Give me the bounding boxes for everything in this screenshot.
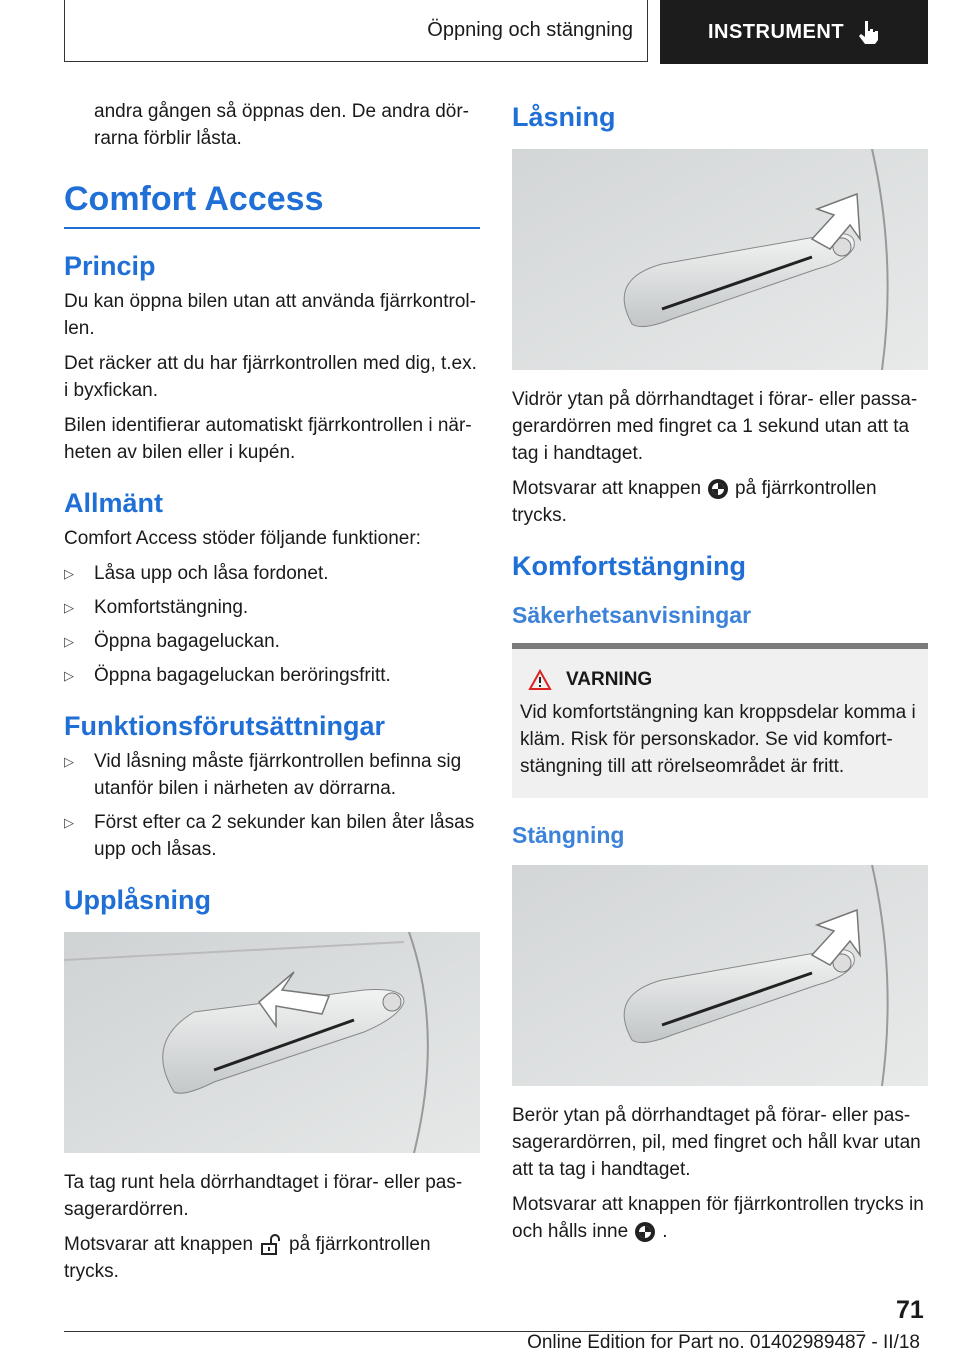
stangning-text-2: Motsvarar att knappen för fjärrkontrollen trycks in och hålls inne . [512, 1194, 924, 1242]
footer-edition: Online Edition for Part no. 01402989487 - II/18 [527, 1332, 920, 1353]
chapter-tab[interactable] [660, 0, 928, 64]
section-heading-comfort-access: Comfort Access [64, 180, 480, 229]
list-item: ▷ Först efter ca 2 sekunder kan bilen åter låsas upp och låsas. [64, 809, 480, 863]
bmw-logo-icon [707, 478, 729, 500]
lasning-text-1: Vidrör ytan på dörrhandtaget i förar- eller passa-gerardörren med fingret ca 1 sekund utan att ta tag i handtaget. [512, 389, 918, 464]
bullet-triangle-icon: ▷ [64, 668, 74, 683]
bullet-triangle-icon: ▷ [64, 634, 74, 649]
warning-text: Vid komfortstängning kan kroppsdelar komma i kläm. Risk för personskador. Se vid komfort-stängning till att rörelseområdet är fritt. [520, 702, 916, 777]
heading-stangning: Stängning [512, 822, 625, 848]
upplasning-text-1: Ta tag runt hela dörrhandtaget i förar- eller pas-sagerardörren. [64, 1172, 463, 1220]
lasning-text-2: Motsvarar att knappen på fjärrkontrollen trycks. [512, 478, 877, 526]
door-handle-close-image [512, 865, 928, 1086]
princip-text-2: Det räcker att du har fjärrkontrollen med dig, t.ex. i byxfickan. [64, 353, 477, 401]
section-title: Öppning och stängning [64, 0, 648, 62]
bullet-triangle-icon: ▷ [64, 815, 74, 830]
heading-komfortstangning: Komfortstängning [512, 551, 746, 581]
princip-text-3: Bilen identifierar automatiskt fjärrkontrollen i när-heten av bilen eller i kupén. [64, 415, 472, 463]
requirements-list [64, 748, 480, 863]
stangning-text-1: Berör ytan på dörrhandtaget på förar- eller pas-sagerardörren, pil, med fingret och håll kvar utan att ta tag i handtaget. [512, 1105, 921, 1180]
heading-sakerhetsanvisningar: Säkerhetsanvisningar [512, 602, 752, 628]
allmant-text: Comfort Access stöder följande funktioner: [64, 528, 421, 549]
unlock-icon [259, 1234, 283, 1256]
chapter-tab-label: INSTRUMENT [707, 20, 845, 43]
list-item: ▷ Öppna bagageluckan. [64, 628, 480, 655]
warning-title: VARNING [520, 669, 920, 691]
list-item: ▷ Vid låsning måste fjärrkontrollen befinna sig utanför bilen i närheten av dörrarna. [64, 748, 480, 802]
heading-princip: Princip [64, 251, 156, 281]
warning-box [512, 643, 928, 798]
bullet-triangle-icon: ▷ [64, 754, 74, 769]
heading-funktionsforutsattningar: Funktionsförutsättningar [64, 711, 385, 741]
list-item: ▷ Öppna bagageluckan beröringsfritt. [64, 662, 480, 689]
upplasning-text-2: Motsvarar att knappen på fjärrkontrollen trycks. [64, 1234, 431, 1282]
intro-text: andra gången så öppnas den. De andra dör-rarna förblir låsta. [94, 101, 469, 149]
bmw-logo-icon [634, 1221, 656, 1243]
hand-pointer-icon [856, 19, 880, 45]
page-header [64, 0, 928, 64]
bullet-triangle-icon: ▷ [64, 566, 74, 581]
function-list [64, 560, 480, 689]
list-item: ▷ Komfortstängning. [64, 594, 480, 621]
door-handle-grip-image [64, 932, 480, 1153]
left-column [64, 98, 480, 1293]
heading-lasning: Låsning [512, 102, 616, 132]
list-item: ▷ Låsa upp och låsa fordonet. [64, 560, 480, 587]
princip-text-1: Du kan öppna bilen utan att använda fjärrkontrol-len. [64, 291, 476, 339]
page-number: 71 [896, 1296, 924, 1324]
bullet-triangle-icon: ▷ [64, 600, 74, 615]
heading-allmant: Allmänt [64, 488, 164, 518]
door-handle-touch-image [512, 149, 928, 370]
heading-upplasning: Upplåsning [64, 885, 211, 915]
warning-triangle-icon [528, 669, 552, 691]
right-column [512, 98, 928, 1253]
